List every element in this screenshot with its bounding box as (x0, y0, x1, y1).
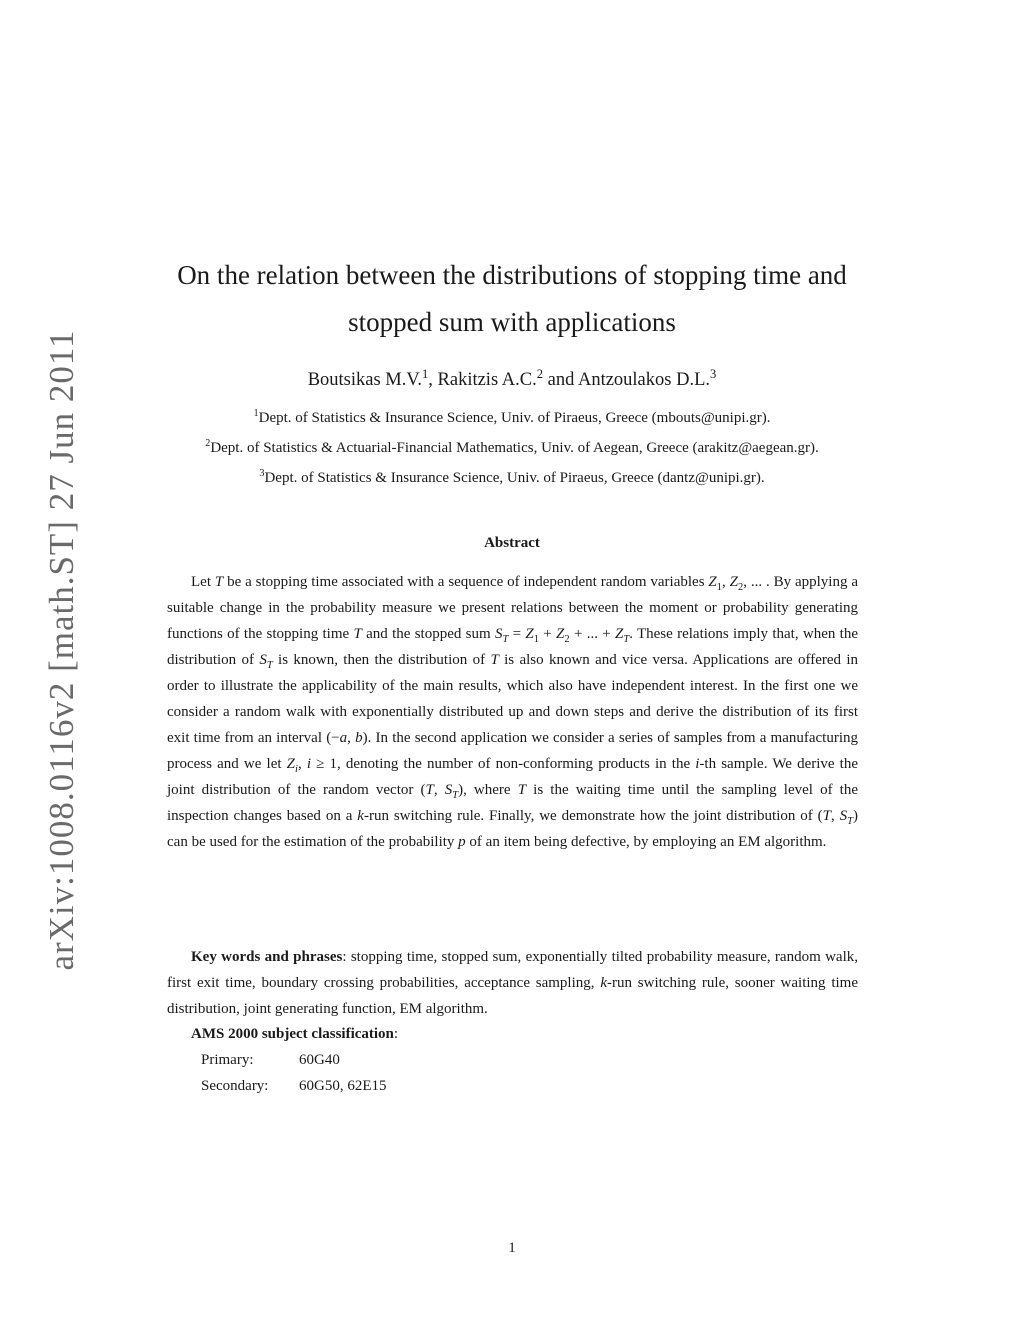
math-symbol: i (695, 756, 700, 772)
arxiv-identifier-stamp: arXiv:1008.0116v2 [math.ST] 27 Jun 2011 (42, 329, 81, 971)
abstract-fragment: be a stopping time associated with a sequence of independent random variables (223, 574, 709, 590)
abstract-fragment: . By applying a suitable change in the probability measure we present relations between the moment or probability generating functions of the stopping time (167, 574, 859, 642)
ams-primary-label: Primary: (201, 1052, 254, 1068)
ams-primary-row (191, 1047, 398, 1073)
page-number: 1 (508, 1240, 516, 1256)
abstract-fragment: -th sample. We derive the joint distribution of the random vector (167, 756, 859, 798)
math-symbol: T (353, 626, 362, 642)
paper-title (120, 252, 904, 346)
ams-colon: : (393, 1026, 399, 1042)
author-separator: , (428, 370, 438, 390)
math-expression: $S_T = Z_1 + Z_2$ + ... + $Z_T$ (494, 626, 630, 645)
author-list (120, 366, 904, 391)
author-3: Antzoulakos D.L. (577, 370, 711, 390)
abstract-fragment: can be used for the estimation of the probability (167, 834, 459, 850)
affiliation-text: Dept. of Statistics & Insurance Science, Univ. of Piraeus, Greece (dantz@unipi.gr). (264, 470, 765, 486)
math-expression: $S_T$ (259, 652, 273, 671)
math-symbol: T (214, 574, 224, 590)
affiliation-mark: 3 (259, 468, 265, 479)
math-expression: (−a, b) (326, 730, 368, 746)
keywords-label: Key words and phrases (191, 949, 343, 965)
author-1: Boutsikas M.V. (307, 370, 422, 390)
abstract-fragment: , where (463, 782, 518, 798)
affiliation-mark: 1 (253, 408, 259, 419)
math-expression: (T, $S_T$) (817, 808, 858, 827)
keywords-text: -run switching rule, sooner waiting time distribution, joint generating function, EM algorithm. (167, 975, 859, 1017)
abstract-fragment: -run switching rule. Finally, we demonstrate how the joint distribution of (363, 808, 818, 824)
abstract-fragment: is the waiting time until the sampling level of the inspection changes based on a (167, 782, 859, 824)
abstract-fragment: is known, then the distribution of (272, 652, 491, 668)
author-separator: and (543, 370, 578, 390)
abstract-fragment: is also known and vice versa. Applications are offered in order to illustrate the applicability of the main results, which also have independent interest. In the first one we consider a random walk with exponentially distributed up and down steps and derive the distribution of its first exit time from an interval (167, 652, 859, 746)
affiliation-text: Dept. of Statistics & Actuarial-Financial Mathematics, Univ. of Aegean, Greece (arakitz@aegean.gr). (210, 440, 819, 456)
author-2-mark: 2 (536, 366, 543, 381)
math-expression: $Z_1$, $Z_2$, ... (708, 574, 763, 593)
math-expression: $Z_i$, i ≥ 1 (286, 756, 338, 775)
author-2: Rakitzis A.C. (437, 370, 537, 390)
math-symbol: p (458, 834, 466, 850)
ams-label: AMS 2000 subject classification (191, 1026, 394, 1042)
math-symbol: k (357, 808, 364, 824)
ams-secondary-value: 60G50, 62E15 (299, 1078, 387, 1094)
ams-heading (191, 1021, 398, 1047)
ams-classification (191, 1021, 398, 1099)
abstract-fragment: Let (191, 574, 215, 590)
ams-primary-value: 60G40 (299, 1052, 340, 1068)
abstract-fragment: , denoting the number of non-conforming products in the (337, 756, 696, 772)
abstract-heading: Abstract (484, 535, 540, 551)
ams-secondary-label: Secondary: (201, 1078, 269, 1094)
math-symbol: T (517, 782, 527, 798)
abstract-text (167, 569, 858, 855)
abstract-fragment: . These relations imply that, when the distribution of (167, 626, 859, 668)
affiliation-2 (100, 433, 924, 463)
abstract-fragment: . In the second application we consider a series of samples from a manufacturing process and we let (167, 730, 859, 772)
math-expression: (T, $S_T$) (420, 782, 464, 801)
abstract-fragment: and the stopped sum (361, 626, 495, 642)
title-line-2: stopped sum with applications (348, 307, 676, 337)
keywords-text: : stopping time, stopped sum, exponentially tilted probability measure, random walk, first exit time, boundary crossing probabilities, acceptance sampling, (167, 949, 858, 991)
title-line-1: On the relation between the distributions of stopping time and (177, 260, 847, 290)
author-1-mark: 1 (421, 366, 429, 381)
math-symbol: T (490, 652, 499, 668)
keywords-paragraph (167, 944, 858, 1022)
author-3-mark: 3 (710, 366, 717, 381)
affiliation-3 (100, 463, 924, 493)
affiliation-1 (100, 403, 924, 433)
affiliations (100, 403, 924, 493)
math-symbol: k (600, 975, 607, 991)
affiliation-mark: 2 (205, 438, 211, 449)
ams-secondary-row (191, 1073, 398, 1099)
abstract-fragment: of an item being defective, by employing an EM algorithm. (465, 834, 827, 850)
affiliation-text: Dept. of Statistics & Insurance Science, Univ. of Piraeus, Greece (mbouts@unipi.gr). (258, 410, 771, 426)
